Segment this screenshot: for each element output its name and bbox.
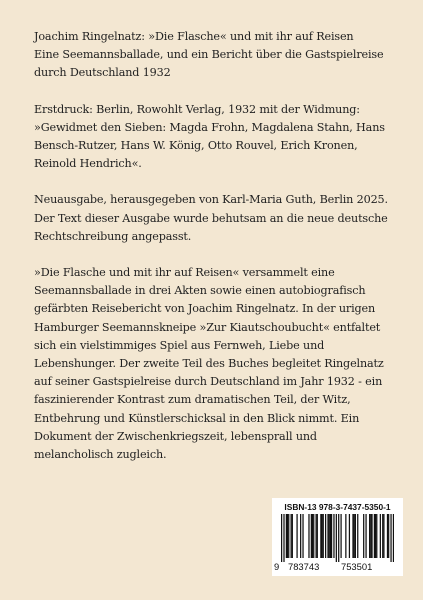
back-cover-text xyxy=(34,28,394,482)
ean-digit-group: 753501 xyxy=(341,561,373,572)
barcode-bar xyxy=(390,514,391,562)
barcode-bar xyxy=(387,514,388,558)
blurb-paragraph xyxy=(34,264,394,464)
first-print-paragraph xyxy=(34,101,394,174)
text-line: Seemannsballade in drei Akten sowie einen autobiografisch xyxy=(34,284,366,298)
barcode-bar xyxy=(370,514,371,558)
text-line: faszinierender Kontrast zum dramatischen Teil, der Witz, xyxy=(34,393,351,407)
barcode-bar xyxy=(288,514,289,558)
barcode-bar xyxy=(327,514,328,558)
ean-digit-group: 9 xyxy=(274,561,280,572)
text-line: Lebenshunger. Der zweite Teil des Buches begleitet Ringelnatz xyxy=(34,357,384,371)
barcode-bar xyxy=(325,514,326,558)
text-line: durch Deutschland 1932 xyxy=(34,66,171,80)
barcode-bar xyxy=(336,514,337,562)
edition-paragraph xyxy=(34,191,394,246)
barcode-bar xyxy=(333,514,334,558)
text-line: Eine Seemannsballade, und ein Bericht über die Gastspielreise xyxy=(34,48,384,62)
barcode-bar xyxy=(365,514,366,558)
barcode-bar xyxy=(302,514,303,558)
barcode-bar xyxy=(321,514,322,558)
text-line: sich ein vielstimmiges Spiel aus Fernweh, Liebe und xyxy=(34,338,325,352)
barcode-bar xyxy=(369,514,370,558)
barcode-bar xyxy=(281,514,282,562)
barcode-bar xyxy=(354,514,355,558)
barcode-bar xyxy=(311,514,312,558)
text-line: Bensch-Rutzer, Hans W. König, Otto Rouvel, Erich Kronen, xyxy=(34,139,358,153)
barcode-bar xyxy=(383,514,384,558)
barcode-bar xyxy=(345,514,346,558)
text-line: Rechtschreibung angepasst. xyxy=(34,229,192,243)
title-paragraph xyxy=(34,28,394,83)
barcode-bar xyxy=(296,514,297,558)
barcode-bar xyxy=(286,514,287,558)
barcode-bar xyxy=(376,514,377,558)
barcode-bar xyxy=(340,514,341,558)
text-line: Entbehrung und Künstlerschicksal in den Blick nimmt. Ein xyxy=(34,411,360,425)
text-line: gefärbten Reisebericht von Joachim Ringelnatz. In der urigen xyxy=(34,302,376,316)
barcode-bar xyxy=(382,514,383,558)
barcode-bar xyxy=(315,514,316,558)
barcode-bar xyxy=(287,514,288,558)
barcode-bar xyxy=(320,514,321,558)
text-line: »Gewidmet den Sieben: Magda Frohn, Magdalena Stahn, Hans xyxy=(34,120,385,134)
barcode-bar xyxy=(352,514,353,558)
barcode-bar xyxy=(388,514,389,558)
barcode-bar xyxy=(393,514,394,562)
barcode-bar xyxy=(380,514,381,558)
isbn-label: ISBN-13 978-3-7437-5350-1 xyxy=(284,502,391,512)
text-line: »Die Flasche und mit ihr auf Reisen« versammelt eine xyxy=(34,266,335,280)
text-line: Hamburger Seemannskneipe »Zur Kiautschoubucht« entfaltet xyxy=(34,320,381,334)
barcode-bar xyxy=(375,514,376,558)
barcode-bar xyxy=(357,514,358,558)
barcode-bars xyxy=(281,514,394,562)
barcode-bar xyxy=(331,514,332,558)
barcode-bar xyxy=(300,514,301,558)
barcode-bar xyxy=(312,514,313,558)
text-line: Dokument der Zwischenkriegszeit, lebensprall und xyxy=(34,429,317,443)
text-line: Neuausgabe, herausgegeben von Karl-Maria Guth, Berlin 2025. xyxy=(34,193,388,207)
barcode-bar xyxy=(329,514,330,558)
text-line: Joachim Ringelnatz: »Die Flasche« und mit ihr auf Reisen xyxy=(34,30,354,43)
barcode-bar xyxy=(308,514,309,558)
barcode-bar xyxy=(371,514,372,558)
barcode-bar xyxy=(338,514,339,562)
barcode-bar xyxy=(349,514,350,558)
text-line: Der Text dieser Ausgabe wurde behutsam an die neue deutsche xyxy=(34,211,388,225)
barcode-bar xyxy=(355,514,356,558)
barcode-bar xyxy=(363,514,364,558)
text-line: Erstdruck: Berlin, Rowohlt Verlag, 1932 mit der Widmung: xyxy=(34,102,360,116)
barcode-bar xyxy=(283,514,284,562)
barcode-bar xyxy=(291,514,292,558)
text-line: Reinold Hendrich«. xyxy=(34,157,142,171)
ean-digit-group: 783743 xyxy=(288,561,320,572)
barcode-bar xyxy=(330,514,331,558)
barcode-bar xyxy=(317,514,318,558)
isbn-barcode xyxy=(272,498,403,576)
barcode-bar xyxy=(323,514,324,558)
text-line: melancholisch zugleich. xyxy=(34,448,167,462)
barcode-bar xyxy=(313,514,314,558)
barcode-bar xyxy=(292,514,293,558)
barcode-bar xyxy=(374,514,375,558)
text-line: auf seiner Gastspielreise durch Deutschland im Jahr 1932 - ein xyxy=(34,375,383,389)
